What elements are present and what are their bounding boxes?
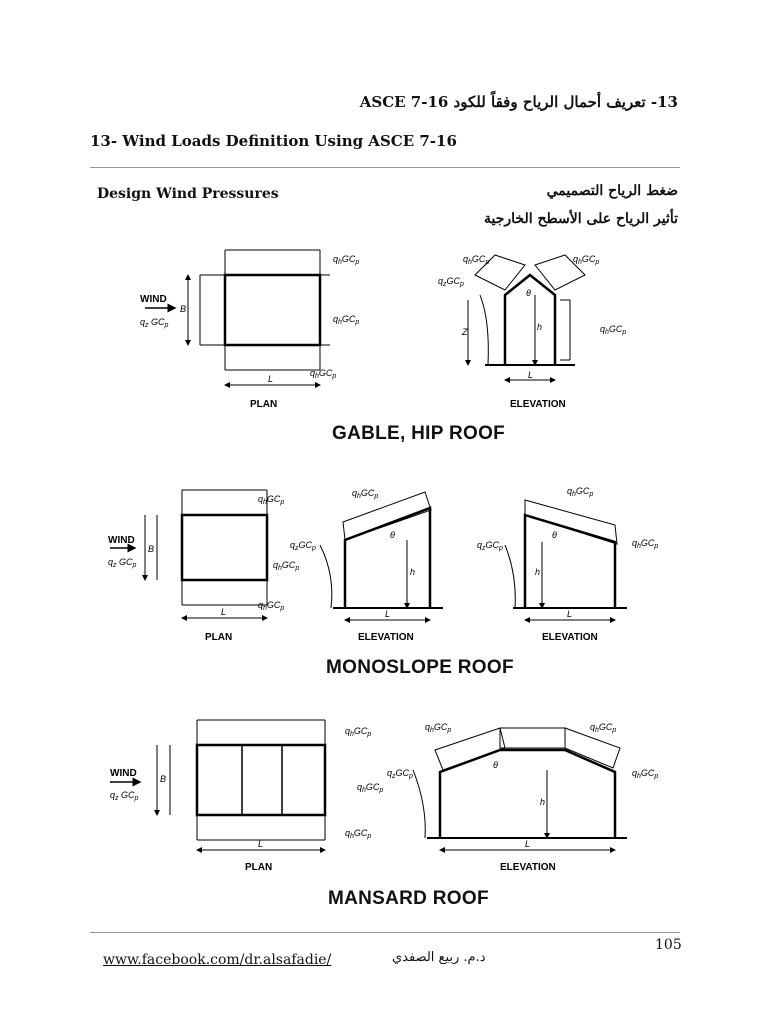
monoslope-elev1-dim-l: L — [385, 609, 391, 619]
monoslope-plan-diagram — [110, 490, 267, 618]
mansard-elev-qh-label-1: $q_hGC_p$ — [425, 722, 452, 734]
mansard-elev-dim-h: h — [540, 797, 546, 807]
gable-elev-qh-label-3: $q_hGC_p$ — [600, 324, 627, 336]
section-subtitle-arabic-2: تأثير الرياح على الأسطح الخارجية — [484, 211, 678, 227]
mansard-roof-figure — [95, 710, 675, 880]
page-number: 105 — [655, 937, 682, 953]
monoslope-plan-dim-b: B — [148, 544, 155, 554]
monoslope-elevation-label: ELEVATION — [358, 632, 414, 643]
monoslope-elev2-qh-label-2: $q_hGC_p$ — [632, 538, 659, 550]
footer-author: د.م. ربيع الصفدي — [392, 950, 486, 965]
monoslope-qh-label-3: $q_hGC_p$ — [258, 600, 285, 612]
mansard-wind-label: WIND — [110, 768, 137, 779]
mansard-plan-dim-l: L — [258, 839, 264, 849]
mansard-plan-diagram — [110, 720, 325, 850]
monoslope-elevation-2-diagram — [505, 500, 627, 620]
monoslope-elev2-theta: θ — [552, 530, 557, 540]
mansard-qh-label-3: $q_hGC_p$ — [345, 828, 372, 840]
gable-plan-label: PLAN — [250, 399, 278, 410]
mansard-qh-label-1: $q_hGC_p$ — [345, 726, 372, 738]
mansard-elev-qh-label-3: $q_hGC_p$ — [632, 768, 659, 780]
gable-roof-caption: GABLE, HIP ROOF — [332, 423, 506, 444]
gable-elevation-diagram — [468, 255, 585, 380]
gable-elev-dim-h: h — [537, 322, 543, 332]
gable-qh-label-2: $q_hGC_p$ — [333, 314, 360, 326]
gable-wind-label: WIND — [140, 294, 167, 305]
gable-elev-dim-z: Z — [462, 327, 468, 337]
monoslope-plan-label: PLAN — [205, 632, 233, 643]
gable-elev-qh-label-2: $q_hGC_p$ — [573, 254, 600, 266]
gable-elev-qh-label-1: $q_hGC_p$ — [463, 254, 490, 266]
mansard-elev-qz-label: $q_zGC_p$ — [387, 768, 413, 780]
mansard-elevation-label: ELEVATION — [500, 862, 556, 873]
mansard-elev-dim-l: L — [525, 839, 531, 849]
monoslope-roof-figure — [95, 480, 675, 650]
monoslope-elevation-1-diagram — [320, 492, 443, 620]
monoslope-elev2-dim-h: h — [535, 567, 541, 577]
section-subtitle-english: Design Wind Pressures — [97, 186, 279, 202]
title-divider — [90, 167, 680, 168]
facebook-link[interactable]: www.facebook.com/dr.alsafadie/ — [103, 952, 332, 968]
gable-elev-qz-label: $q_zGC_p$ — [438, 276, 464, 288]
mansard-qz-label: $q_z$ $GC_p$ — [110, 790, 139, 802]
monoslope-elev1-dim-h: h — [410, 567, 416, 577]
monoslope-elev2-qh-label-1: $q_hGC_p$ — [567, 486, 594, 498]
gable-theta: θ — [526, 288, 531, 298]
gable-plan-dim-b: B — [180, 304, 187, 314]
monoslope-roof-caption: MONOSLOPE ROOF — [326, 657, 514, 678]
gable-qz-label: $q_z$ $GC_p$ — [140, 317, 169, 329]
mansard-roof-caption: MANSARD ROOF — [328, 888, 489, 909]
mansard-plan-label: PLAN — [245, 862, 273, 873]
monoslope-plan-dim-l: L — [221, 607, 227, 617]
gable-elev-dim-l: L — [528, 370, 534, 380]
monoslope-elev1-qh-label: $q_hGC_p$ — [352, 488, 379, 500]
mansard-theta: θ — [493, 760, 498, 770]
gable-plan-dim-l: L — [268, 374, 274, 384]
gable-plan-diagram — [145, 250, 330, 385]
monoslope-qh-label-1: $q_hGC_p$ — [258, 494, 285, 506]
footer-divider — [90, 932, 680, 933]
mansard-qh-label-2: $q_hGC_p$ — [357, 782, 384, 794]
gable-elevation-label: ELEVATION — [510, 399, 566, 410]
monoslope-elev1-theta: θ — [390, 530, 395, 540]
mansard-elevation-diagram — [413, 728, 627, 850]
page-title-arabic: 13- تعريف أحمال الرياح وفقاً للكود ASCE 7-16 — [359, 93, 678, 111]
monoslope-qz-label: $q_z$ $GC_p$ — [108, 557, 137, 569]
gable-qh-label-1: $q_hGC_p$ — [333, 254, 360, 266]
gable-roof-figure — [130, 240, 650, 450]
gable-qh-label-3: $q_hGC_p$ — [310, 368, 337, 380]
monoslope-elev2-qz-label: $q_zGC_p$ — [477, 540, 503, 552]
monoslope-elev1-qz-label: $q_zGC_p$ — [290, 540, 316, 552]
monoslope-elev2-dim-l: L — [567, 609, 573, 619]
mansard-plan-dim-b: B — [160, 774, 167, 784]
mansard-elev-qh-label-2: $q_hGC_p$ — [590, 722, 617, 734]
monoslope-elevation-2-label: ELEVATION — [542, 632, 598, 643]
monoslope-qh-label-2: $q_hGC_p$ — [273, 560, 300, 572]
monoslope-wind-label: WIND — [108, 535, 135, 546]
page-title-english: 13- Wind Loads Definition Using ASCE 7-16 — [90, 132, 457, 150]
section-subtitle-arabic: ضغط الرياح التصميمي — [546, 183, 678, 199]
